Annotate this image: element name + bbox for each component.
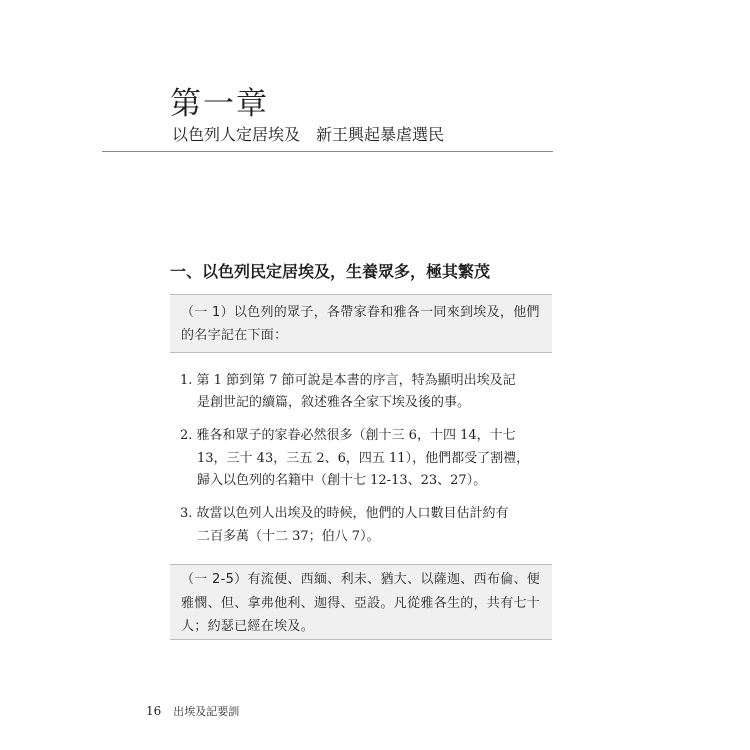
scripture-box <box>170 564 552 640</box>
chapter-title: 第一章 <box>170 86 269 122</box>
note-2-line: 2. 雅各和眾子的家眷必然很多（創十三 6，十四 14，十七 <box>180 428 516 443</box>
chapter-subtitle: 以色列人定居埃及 新王興起暴虐選民 <box>172 125 445 144</box>
chapter-divider <box>102 151 553 152</box>
scripture-line: （一 2-5）有流便、西緬、利未、猶大、以薩迦、西布倫、便 <box>181 572 541 587</box>
note-2-line: 13，三十 43，三五 2、6，四五 11），他們都受了割禮， <box>197 451 530 466</box>
scripture-line: 人；約瑟已經在埃及。 <box>181 619 315 634</box>
scripture-line: 雅憫、但、拿弗他利、迦得、亞設。凡從雅各生的，共有七十 <box>181 596 541 611</box>
page-number: 16 <box>146 704 162 718</box>
book-title: 出埃及記要訓 <box>173 705 240 718</box>
note-3-line: 3. 故當以色列人出埃及的時候，他們的人口數目估計約有 <box>180 506 509 521</box>
scripture-box <box>170 294 552 353</box>
scripture-line: （一 1）以色列的眾子，各帶家眷和雅各一同來到埃及，他們 <box>181 305 540 320</box>
note-1-line: 1. 第 1 節到第 7 節可說是本書的序言，特為顯明出埃及記 <box>180 373 516 388</box>
note-2-line: 歸入以色列的名籍中（創十七 12-13、23、27）。 <box>197 473 487 488</box>
page-footer <box>146 702 239 720</box>
note-1-line: 是創世記的續篇，敘述雅各全家下埃及後的事。 <box>197 395 471 410</box>
note-3-line: 二百多萬（十二 37；伯八 7）。 <box>197 529 380 544</box>
scripture-line: 的名字記在下面： <box>181 328 288 343</box>
section-heading: 一、以色列民定居埃及，生養眾多，極其繁茂 <box>170 262 491 281</box>
